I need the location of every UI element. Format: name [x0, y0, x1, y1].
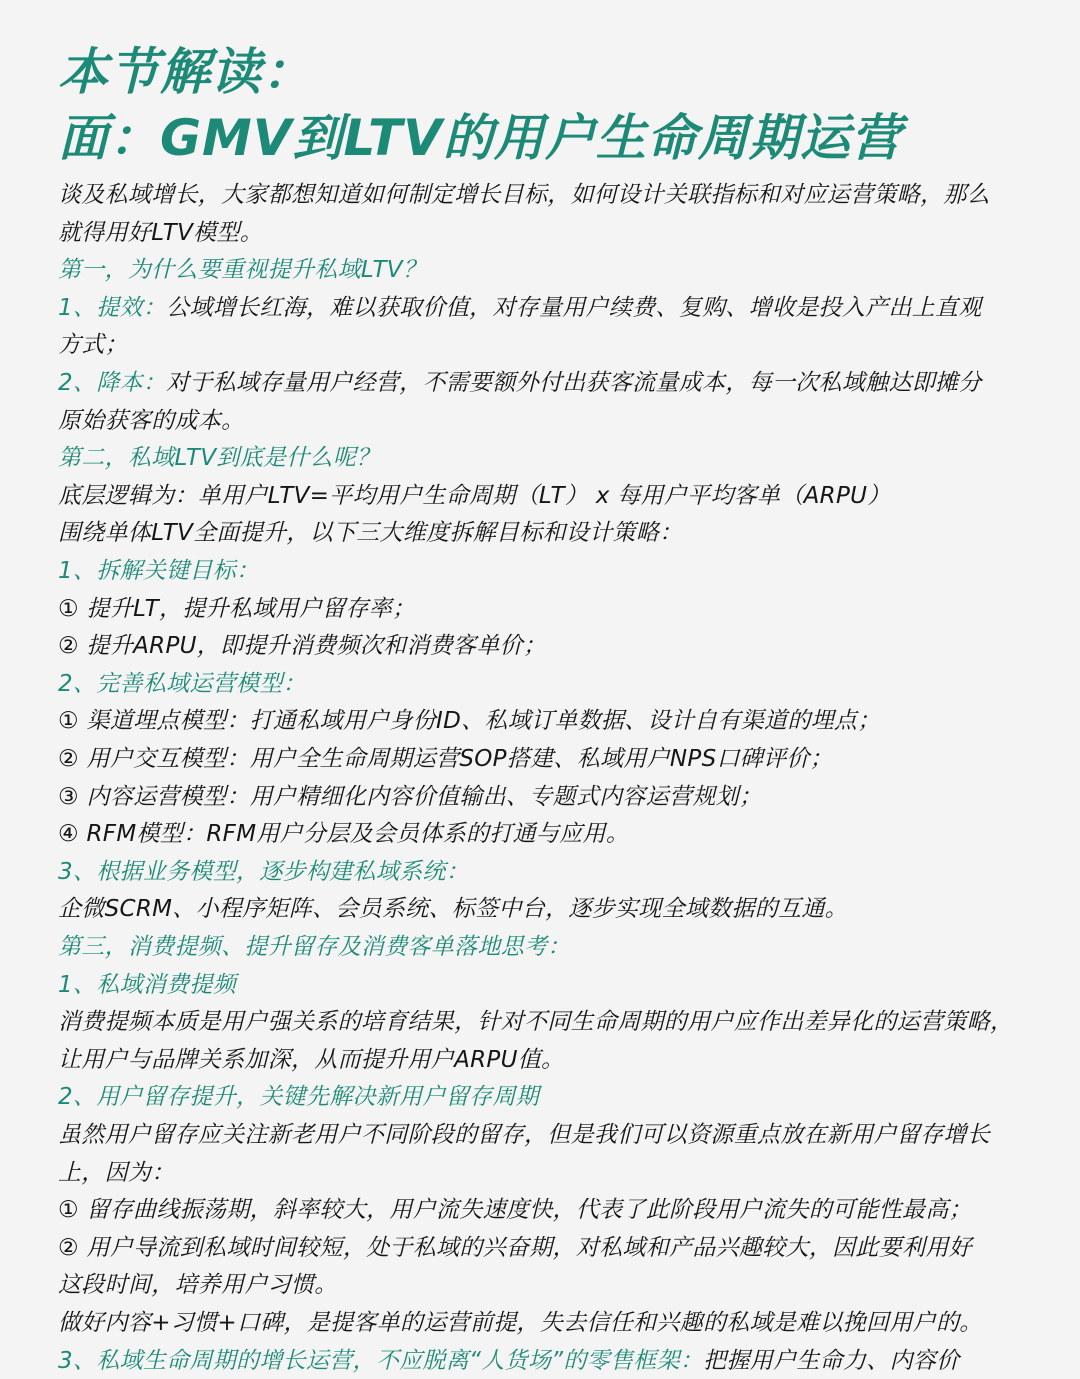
body-line: 底层逻辑为：单用户LTV=平均用户生命周期（LT） x 每用户平均客单（ARPU） — [58, 483, 891, 509]
body-line: ① 留存曲线振荡期，斜率较大，用户流失速度快，代表了此阶段用户流失的可能性最高； — [58, 1197, 972, 1223]
inline-heading: 1、提效： — [58, 295, 167, 321]
body-line: ① 渠道埋点模型：打通私域用户身份ID、私域订单数据、设计自有渠道的埋点； — [58, 708, 881, 734]
inline-text: 把握用户生命力、内容价 — [703, 1348, 960, 1374]
section-heading: 第三，消费提频、提升留存及消费客单落地思考： — [58, 934, 571, 960]
section-title: 本节解读： — [58, 43, 313, 101]
body-line: ③ 内容运营模型：用户精细化内容价值输出、专题式内容运营规划； — [58, 784, 763, 810]
body-line: 这段时间，培养用户习惯。 — [58, 1272, 338, 1298]
body-line: 做好内容+习惯+口碑，是提客单的运营前提，失去信任和兴趣的私域是难以挽回用户的。 — [58, 1310, 983, 1336]
section-heading: 3、根据业务模型，逐步构建私域系统： — [58, 859, 470, 885]
body-line: 就得用好LTV模型。 — [58, 220, 264, 246]
body-line: 企微SCRM、小程序矩阵、会员系统、标签中台，逐步实现全域数据的互通。 — [58, 896, 848, 922]
body-line: 原始获客的成本。 — [58, 408, 245, 434]
inline-heading: 3、私域生命周期的增长运营，不应脱离“人货场”的零售框架： — [58, 1348, 704, 1374]
section-heading: 1、私域消费提频 — [58, 972, 237, 998]
body-line — [58, 291, 982, 325]
body-line: 消费提频本质是用户强关系的培育结果，针对不同生命周期的用户应作出差异化的运营策略， — [58, 1009, 1014, 1035]
inline-text: 对于私域存量用户经营，不需要额外付出获客流量成本，每一次私域触达即摊分 — [166, 370, 982, 396]
inline-text: 公域增长红海，难以获取价值，对存量用户续费、复购、增收是投入产出上直观 — [166, 295, 982, 321]
section-heading: 2、用户留存提升，关键先解决新用户留存周期 — [58, 1084, 539, 1110]
body-line: ② 提升ARPU，即提升消费频次和消费客单价； — [58, 633, 547, 659]
body-line: ② 用户导流到私域时间较短，处于私域的兴奋期，对私域和产品兴趣较大，因此要利用好 — [58, 1235, 972, 1261]
body-line — [58, 1344, 959, 1378]
section-heading: 第二，私域LTV到底是什么呢？ — [58, 445, 380, 471]
section-heading: 1、拆解关键目标： — [58, 558, 260, 584]
body-line: 谈及私域增长，大家都想知道如何制定增长目标，如何设计关联指标和对应运营策略，那么 — [58, 182, 990, 208]
body-line: 方式； — [58, 332, 128, 358]
body-line: 围绕单体LTV全面提升，以下三大维度拆解目标和设计策略： — [58, 520, 683, 546]
section-heading: 第一，为什么要重视提升私域LTV？ — [58, 257, 427, 283]
inline-heading: 2、降本： — [58, 370, 167, 396]
section-subtitle: 面：GMV到LTV的用户生命周期运营 — [58, 109, 902, 167]
body-line: ④ RFM模型：RFM用户分层及会员体系的打通与应用。 — [58, 821, 630, 847]
body-line: 虽然用户留存应关注新老用户不同阶段的留存，但是我们可以资源重点放在新用户留存增长 — [58, 1122, 990, 1148]
body-line — [58, 366, 982, 400]
body-line: ① 提升LT，提升私域用户留存率； — [58, 596, 416, 622]
body-line: ② 用户交互模型：用户全生命周期运营SOP搭建、私域用户NPS口碑评价； — [58, 746, 833, 772]
body-line: 上，因为： — [58, 1160, 175, 1186]
section-heading: 2、完善私域运营模型： — [58, 671, 306, 697]
body-line: 让用户与品牌关系加深，从而提升用户ARPU值。 — [58, 1047, 565, 1073]
